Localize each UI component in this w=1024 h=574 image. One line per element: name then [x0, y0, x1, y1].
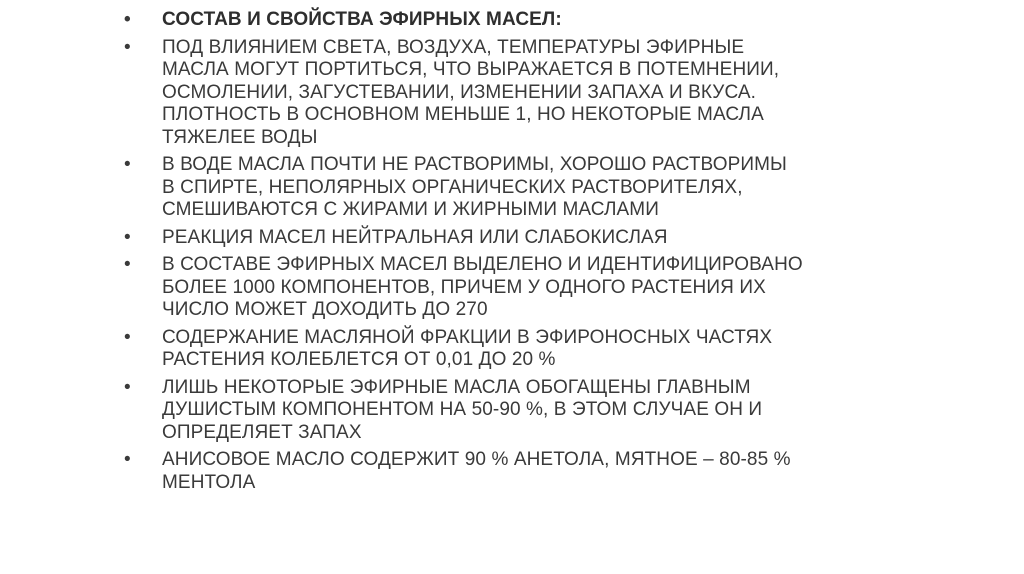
- bullet-dot: •: [124, 154, 131, 175]
- bullet-dot: •: [124, 9, 131, 30]
- bullet-text: АНИСОВОЕ МАСЛО СОДЕРЖИТ 90 % АНЕТОЛА, МЯТНОЕ – 80-85 % МЕНТОЛА: [162, 449, 791, 493]
- bullet-text: ЛИШЬ НЕКОТОРЫЕ ЭФИРНЫЕ МАСЛА ОБОГАЩЕНЫ ГЛАВНЫМ ДУШИСТЫМ КОМПОНЕНТОМ НА 50-90 %, В ЭТОМ СЛУЧАЕ ОН И ОПРЕДЕЛЯЕТ ЗАПАХ: [162, 376, 763, 443]
- bullet-item: [122, 449, 912, 494]
- bullet-item: [122, 254, 912, 322]
- bullet-text: В ВОДЕ МАСЛА ПОЧТИ НЕ РАСТВОРИМЫ, ХОРОШО РАСТВОРИМЫ В СПИРТЕ, НЕПОЛЯРНЫХ ОРГАНИЧЕСКИХ РАСТВОРИТЕЛЯХ, СМЕШИВАЮТСЯ С ЖИРАМИ И ЖИРНЫМИ МАСЛАМИ: [162, 154, 787, 220]
- bullet-item: [122, 154, 912, 222]
- bullet-dot: •: [124, 376, 131, 398]
- slide-content: [122, 9, 912, 499]
- bullet-text: ПОД ВЛИЯНИЕМ СВЕТА, ВОЗДУХА, ТЕМПЕРАТУРЫ ЭФИРНЫЕ МАСЛА МОГУТ ПОРТИТЬСЯ, ЧТО ВЫРАЖАЕТСЯ В ПОТЕМНЕНИИ, ОСМОЛЕНИИ, ЗАГУСТЕВАНИИ, ИЗМЕНЕНИИ ЗАПАХА И ВКУСА. ПЛОТНОСТЬ В ОСНОВНОМ МЕНЬШЕ 1, НО НЕКОТОРЫЕ МАСЛА ТЯЖЕЛЕЕ ВОДЫ: [162, 36, 780, 148]
- bullet-item: [122, 327, 912, 372]
- bullet-text: РЕАКЦИЯ МАСЕЛ НЕЙТРАЛЬНАЯ ИЛИ СЛАБОКИСЛАЯ: [162, 226, 668, 248]
- bullet-dot: •: [124, 326, 131, 348]
- bullet-dot: •: [124, 449, 131, 470]
- bullet-text: СОДЕРЖАНИЕ МАСЛЯНОЙ ФРАКЦИИ В ЭФИРОНОСНЫХ ЧАСТЯХ РАСТЕНИЯ КОЛЕБЛЕТСЯ ОТ 0,01 ДО 20 %: [162, 326, 773, 370]
- bullet-item: [122, 227, 912, 250]
- bullet-item: [122, 377, 912, 445]
- bullet-text: В СОСТАВЕ ЭФИРНЫХ МАСЕЛ ВЫДЕЛЕНО И ИДЕНТИФИЦИРОВАНО БОЛЕЕ 1000 КОМПОНЕНТОВ, ПРИЧЕМ У ОДНОГО РАСТЕНИЯ ИХ ЧИСЛО МОЖЕТ ДОХОДИТЬ ДО 270: [162, 254, 803, 320]
- bullet-dot: •: [124, 226, 131, 248]
- slide-heading: [122, 9, 912, 32]
- bullet-dot: •: [124, 254, 131, 275]
- bullet-item: [122, 37, 912, 150]
- bullet-dot: •: [124, 36, 131, 58]
- bullet-list: [122, 9, 912, 494]
- bullet-text: СОСТАВ И СВОЙСТВА ЭФИРНЫХ МАСЕЛ:: [162, 9, 562, 30]
